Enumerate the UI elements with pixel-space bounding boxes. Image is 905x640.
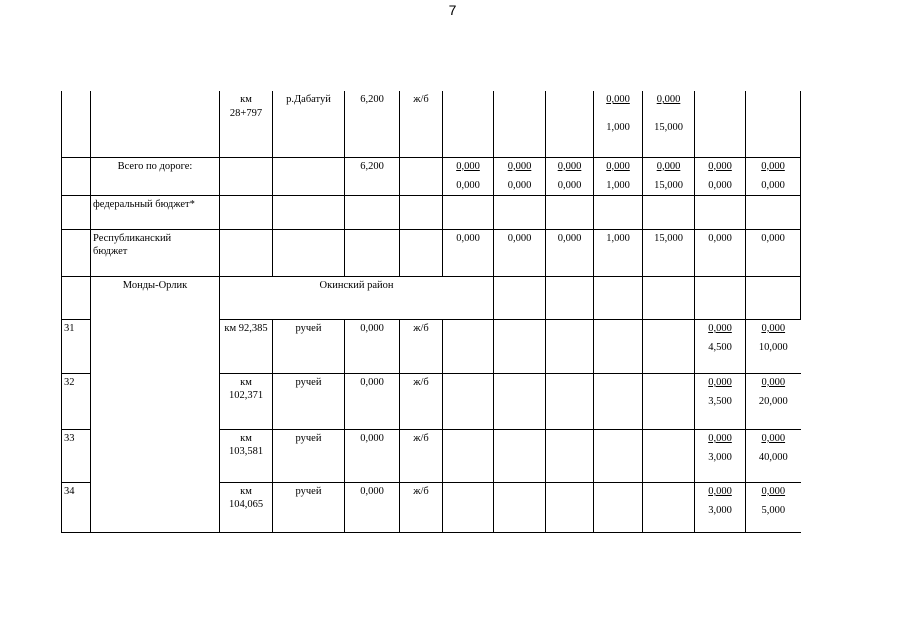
cell [594, 429, 643, 482]
value-cell: 0,000 [695, 229, 746, 276]
value-cell [746, 319, 801, 373]
federal-row [62, 195, 801, 229]
value-bottom: 5,000 [761, 505, 786, 517]
cell [546, 319, 594, 373]
value-cell: 0,000 [546, 229, 594, 276]
cell [494, 276, 546, 319]
value-cell [746, 482, 801, 532]
value-bottom: 0,000 [761, 180, 785, 192]
cell [546, 373, 594, 429]
value-top: 0,000 [761, 376, 786, 388]
cell [494, 319, 546, 373]
cell [273, 195, 345, 229]
cell [546, 276, 594, 319]
cell [594, 373, 643, 429]
length-cell: 0,000 [345, 482, 400, 532]
cell [62, 195, 91, 229]
cell [91, 373, 220, 429]
object-cell: ручей [273, 429, 345, 482]
cell [443, 373, 494, 429]
value-top: 0,000 [656, 94, 681, 105]
value-bottom: 0,000 [557, 180, 582, 192]
type-cell: ж/б [400, 429, 443, 482]
cell [62, 276, 91, 319]
type-cell: ж/б [400, 319, 443, 373]
cell [345, 195, 400, 229]
row-number: 32 [62, 373, 91, 429]
page-number: 7 [448, 2, 457, 18]
cell [594, 482, 643, 532]
cell [643, 482, 695, 532]
cell [400, 195, 443, 229]
cell [695, 276, 746, 319]
cell [546, 429, 594, 482]
value-top: 0,000 [656, 160, 681, 172]
total-label: Всего по дороге: [91, 157, 220, 195]
cell [443, 319, 494, 373]
cell [643, 373, 695, 429]
cell [546, 195, 594, 229]
cell [746, 195, 801, 229]
value-top: 0,000 [761, 485, 786, 497]
cell [746, 276, 801, 319]
km-cell: км 102,371 [220, 373, 273, 429]
cell [494, 429, 546, 482]
type-cell: ж/б [400, 373, 443, 429]
value-bottom: 1,000 [606, 121, 630, 133]
type-cell: ж/б [400, 482, 443, 532]
table-row [62, 482, 801, 532]
cell [62, 229, 91, 276]
value-cell [746, 373, 801, 429]
cell [91, 319, 220, 373]
value-top: 0,000 [557, 160, 582, 172]
value-top: 0,000 [507, 160, 532, 172]
object-cell: ручей [273, 373, 345, 429]
cell [91, 429, 220, 482]
cell [494, 195, 546, 229]
value-top: 0,000 [708, 376, 732, 388]
district-name: Окинский район [220, 276, 494, 319]
value-bottom: 3,000 [708, 505, 732, 517]
table-row [62, 319, 801, 373]
value-cell: 0,000 [746, 229, 801, 276]
cell [695, 195, 746, 229]
value-top: 0,000 [708, 322, 732, 334]
cell [273, 229, 345, 276]
table-row [62, 429, 801, 482]
object-cell: ручей [273, 319, 345, 373]
value-bottom: 3,500 [708, 396, 732, 408]
cell [62, 91, 91, 157]
cell [643, 195, 695, 229]
cell [594, 195, 643, 229]
cell [273, 157, 345, 195]
value-cell [695, 482, 746, 532]
value-cell [594, 91, 643, 157]
cell [62, 157, 91, 195]
value-cell [494, 157, 546, 195]
value-bottom: 0,000 [456, 180, 480, 192]
value-cell: 15,000 [643, 229, 695, 276]
cell [220, 195, 273, 229]
cell [643, 276, 695, 319]
value-top: 0,000 [606, 160, 630, 172]
cell [91, 91, 220, 157]
length-cell: 0,000 [345, 429, 400, 482]
km-cell: км 103,581 [220, 429, 273, 482]
cell [746, 91, 801, 157]
cell [443, 91, 494, 157]
cell [494, 482, 546, 532]
value-top: 0,000 [761, 160, 785, 172]
total-row [62, 157, 801, 195]
row-number: 34 [62, 482, 91, 532]
cell [400, 157, 443, 195]
object-cell: р.Дабатуй [273, 91, 345, 157]
value-bottom: 0,000 [507, 180, 532, 192]
cell [494, 91, 546, 157]
value-top: 0,000 [708, 432, 732, 444]
value-top: 0,000 [708, 160, 732, 172]
cell [345, 229, 400, 276]
value-cell [546, 157, 594, 195]
value-bottom: 40,000 [758, 452, 788, 464]
value-cell [594, 157, 643, 195]
value-top: 0,000 [456, 160, 480, 172]
budget-table [61, 91, 801, 533]
value-top: 0,000 [761, 432, 786, 444]
value-cell [746, 429, 801, 482]
table-row [62, 373, 801, 429]
object-cell: ручей [273, 482, 345, 532]
type-cell: ж/б [400, 91, 443, 157]
republic-label: Республиканский бюджет [91, 229, 220, 276]
table-row [62, 91, 801, 157]
row-number: 31 [62, 319, 91, 373]
km-cell: км 104,065 [220, 482, 273, 532]
cell [594, 276, 643, 319]
value-top: 0,000 [708, 485, 732, 497]
cell [546, 91, 594, 157]
cell [643, 429, 695, 482]
value-cell [695, 373, 746, 429]
value-cell: 1,000 [594, 229, 643, 276]
cell [400, 229, 443, 276]
cell [443, 482, 494, 532]
value-cell [443, 157, 494, 195]
value-cell: 0,000 [443, 229, 494, 276]
value-bottom: 1,000 [606, 180, 630, 192]
federal-label: федеральный бюджет* [91, 195, 220, 229]
value-cell [643, 91, 695, 157]
cell [443, 429, 494, 482]
cell [91, 482, 220, 532]
value-top: 0,000 [761, 322, 786, 334]
length-cell: 0,000 [345, 319, 400, 373]
value-cell [746, 157, 801, 195]
value-bottom: 4,500 [708, 342, 732, 354]
km-cell: км 28+797 [220, 91, 273, 157]
length-cell: 6,200 [345, 91, 400, 157]
length-cell: 6,200 [345, 157, 400, 195]
value-bottom: 10,000 [758, 342, 788, 354]
value-cell [695, 319, 746, 373]
value-cell: 0,000 [494, 229, 546, 276]
length-cell: 0,000 [345, 373, 400, 429]
value-bottom: 15,000 [654, 121, 683, 133]
value-cell [695, 157, 746, 195]
value-bottom: 20,000 [758, 396, 788, 408]
km-cell: км 92,385 [220, 319, 273, 373]
value-cell [695, 429, 746, 482]
value-bottom: 3,000 [708, 452, 732, 464]
value-top: 0,000 [606, 94, 630, 105]
cell [220, 157, 273, 195]
cell [643, 319, 695, 373]
section-row [62, 276, 801, 319]
cell [546, 482, 594, 532]
cell [695, 91, 746, 157]
cell [594, 319, 643, 373]
cell [443, 195, 494, 229]
value-bottom: 0,000 [708, 180, 732, 192]
road-name: Монды-Орлик [91, 276, 220, 319]
cell [494, 373, 546, 429]
value-bottom: 15,000 [654, 180, 683, 192]
republic-row [62, 229, 801, 276]
cell [220, 229, 273, 276]
value-cell [643, 157, 695, 195]
row-number: 33 [62, 429, 91, 482]
